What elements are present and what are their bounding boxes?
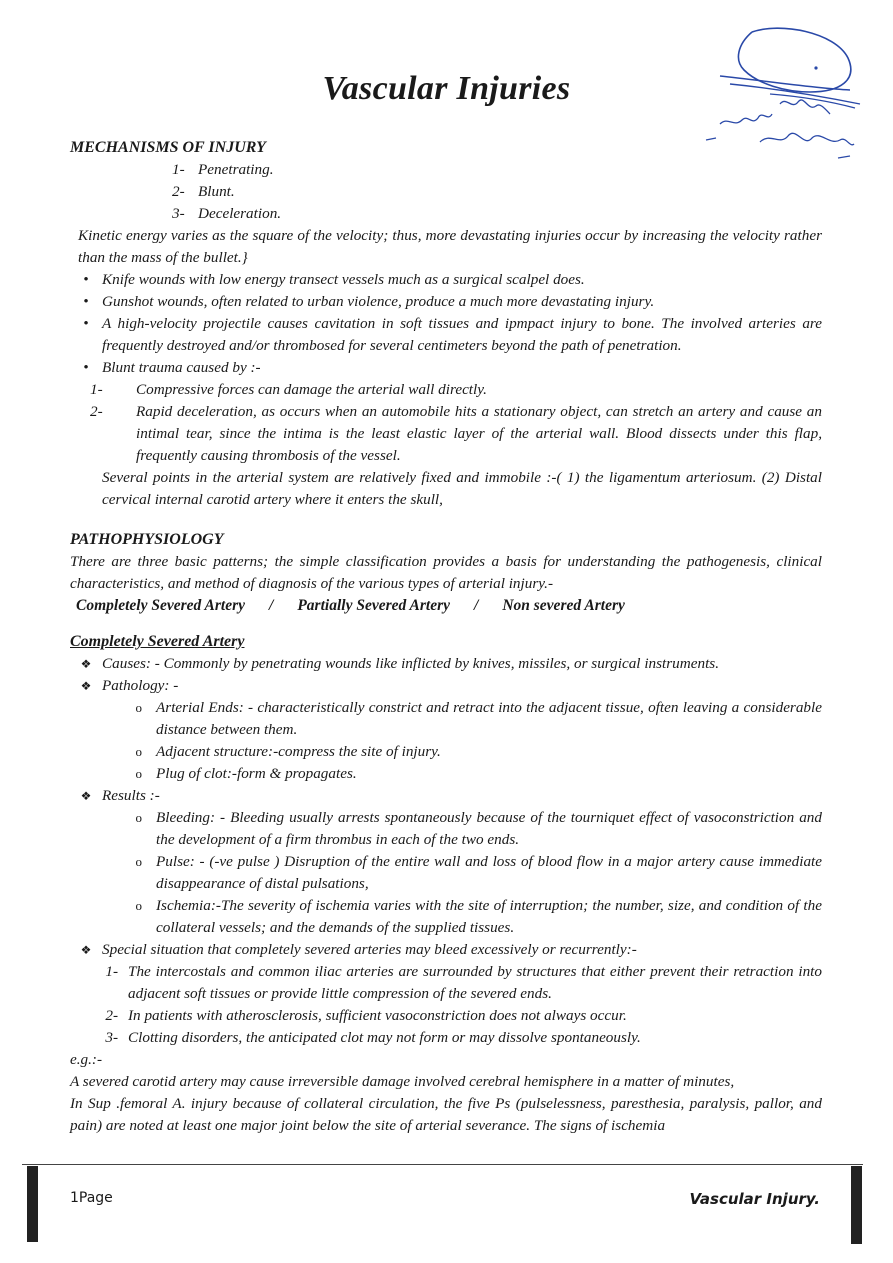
results-list: [70, 807, 822, 939]
list-item: o Plug of clot:-form & propagates.: [70, 763, 822, 785]
pathology-item: ❖ Pathology: -: [70, 675, 822, 697]
footer-document-title: Vascular Injury.: [689, 1190, 820, 1208]
pathology-list: [70, 697, 822, 785]
list-item: 2- In patients with atherosclerosis, sufficient vasoconstriction does not always occur.: [105, 1007, 627, 1024]
list-item: • Gunshot wounds, often related to urban violence, produce a much more devastating injury.: [83, 293, 655, 310]
list-item: o Bleeding: - Bleeding usually arrests spontaneously because of the tourniquet effect of vasoconstriction and the development of a firm thrombus in each of the two ends.: [70, 807, 822, 851]
subsection-heading-severed: Completely Severed Artery: [70, 633, 245, 650]
footer-right-bar: [851, 1166, 862, 1244]
example-line: In Sup .femoral A. injury because of collateral circulation, the five Ps (pulselessness, paresthesia, paralysis, pallor, and pain) are noted at least one major joint below the site of arterial severance. The signs of ischemia: [70, 1095, 822, 1134]
diamond-bullet-icon: ❖: [80, 943, 92, 957]
footer-left-bar: [27, 1166, 38, 1242]
pattern-non-severed: Non severed Artery: [502, 597, 625, 614]
special-situation-item: ❖ Special situation that completely severed arteries may bleed excessively or recurrently:-: [70, 939, 822, 961]
diamond-bullet-icon: ❖: [80, 657, 92, 671]
list-item: 1- Penetrating.: [172, 161, 274, 178]
list-item: o Pulse: - (-ve pulse ) Disruption of the entire wall and loss of blood flow in a major artery cause immediate disappearance of distal pulsations,: [70, 851, 822, 895]
list-item: 3- Clotting disorders, the anticipated clot may not form or may dissolve spontaneously.: [105, 1029, 641, 1046]
causes-item: ❖ Causes: - Commonly by penetrating wounds like inflicted by knives, missiles, or surgical instruments.: [70, 653, 822, 675]
circle-bullet-icon: o: [135, 766, 142, 781]
list-item: o Arterial Ends: - characteristically constrict and retract into the adjacent tissue, often leaving a considerable distance between them.: [70, 697, 822, 741]
pattern-completely-severed: Completely Severed Artery: [76, 597, 246, 614]
list-item: • A high-velocity projectile causes cavitation in soft tissues and ipmpact injury to bone. The involved arteries are frequently destroyed and/or thrombosed for several centimeters beyond the path of penetration.: [83, 315, 822, 354]
mechanism-bullet-list: [70, 269, 822, 379]
circle-bullet-icon: o: [135, 744, 142, 759]
circle-bullet-icon: o: [135, 700, 142, 715]
section-heading-pathophysiology: PATHOPHYSIOLOGY: [70, 531, 224, 548]
list-item: • Knife wounds with low energy transect vessels much as a surgical scalpel does.: [83, 271, 585, 288]
pattern-partially-severed: Partially Severed Artery: [297, 597, 451, 614]
list-item: o Ischemia:-The severity of ischemia varies with the site of interruption; the number, size, and condition of the collateral vessels; and the demands of the supplied tissues.: [70, 895, 822, 939]
list-item: 2- Rapid deceleration, as occurs when an automobile hits a stationary object, can stretch an artery and cause an intimal tear, since the intima is the least elastic layer of the arterial wall. Blood dissects under this flap, frequently causing thrombosis of the vessel.: [90, 403, 822, 464]
fixed-points-paragraph: Several points in the arterial system are relatively fixed and immobile :-( 1) the ligamentum arteriosum. (2) Distal cervical internal carotid artery where it enters the skull,: [102, 469, 822, 508]
list-item: 1- Compressive forces can damage the arterial wall directly.: [90, 381, 487, 398]
circle-bullet-icon: o: [135, 810, 142, 825]
injury-patterns: Completely Severed Artery / Partially Severed Artery / Non severed Artery: [70, 595, 822, 617]
document-body: [70, 137, 822, 1137]
special-situation-list: [70, 961, 822, 1049]
diamond-bullet-icon: ❖: [80, 679, 92, 693]
pathophysiology-intro: There are three basic patterns; the simple classification provides a basis for understanding the pathogenesis, clinical characteristics, and method of diagnosis of the various types of arterial injury.-: [70, 553, 822, 592]
footer-divider: [22, 1164, 863, 1165]
circle-bullet-icon: o: [135, 898, 142, 913]
diamond-bullet-icon: ❖: [80, 789, 92, 803]
document-title: Vascular Injuries: [322, 70, 571, 107]
list-item: 1- The intercostals and common iliac arteries are surrounded by structures that either prevent their retraction into adjacent soft tissues or provide little compression of the severed ends.: [105, 963, 822, 1002]
section-heading-mechanisms: MECHANISMS OF INJURY: [70, 139, 266, 156]
list-item: 3- Deceleration.: [172, 205, 282, 222]
mechanism-type-list: [70, 159, 822, 225]
list-item: o Adjacent structure:-compress the site of injury.: [70, 741, 822, 763]
circle-bullet-icon: o: [135, 854, 142, 869]
example-line: A severed carotid artery may cause irreversible damage involved cerebral hemisphere in a matter of minutes,: [70, 1073, 735, 1090]
kinetic-energy-paragraph: Kinetic energy varies as the square of the velocity; thus, more devastating injuries occur by increasing the velocity rather than the mass of the bullet.}: [78, 227, 822, 266]
list-item: 2- Blunt.: [172, 183, 235, 200]
results-item: ❖ Results :-: [70, 785, 822, 807]
example-label: e.g.:-: [70, 1051, 103, 1068]
list-item: • Blunt trauma caused by :-: [83, 359, 261, 376]
page-number: 1Page: [70, 1190, 113, 1206]
blunt-trauma-list: [70, 379, 822, 467]
